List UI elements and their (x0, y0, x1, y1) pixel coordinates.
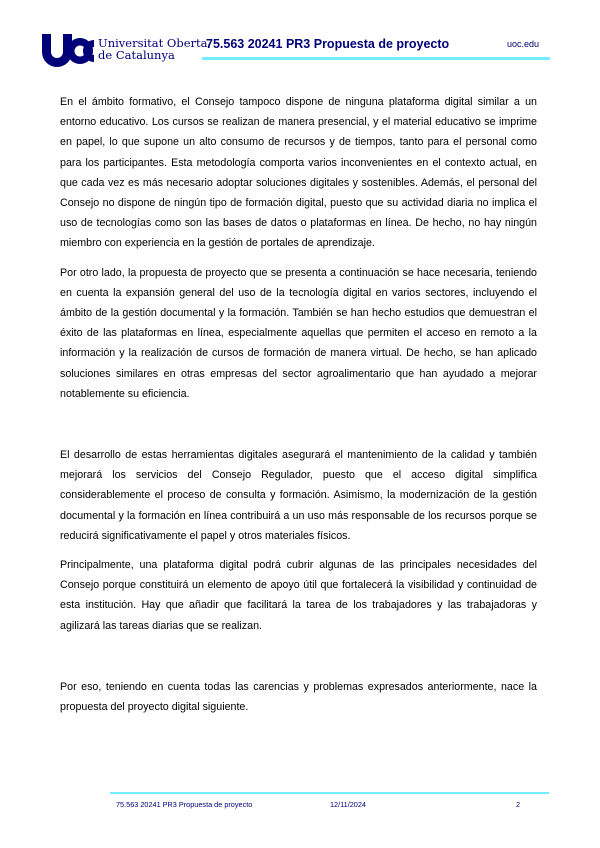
paragraph-platform-needs: Principalmente, una plataforma digital podrá cubrir algunas de las principales necesidades del Consejo porque constituirá un elemento de apoyo útil que fortalecerá la visibilidad y continuidad de esta institución. Hay que añadir que facilitará la tarea de los trabajadores y las trabajadoras y agilizará las tareas diarias que se realizan. (60, 559, 537, 632)
footer-title: 75.563 20241 PR3 Propuesta de proyecto (116, 800, 253, 809)
paragraph-digital-tools-benefits: El desarrollo de estas herramientas digitales asegurará el mantenimiento de la calidad y también mejorará los servicios del Consejo Regulador, puesto que el acceso digital simplifica considerablemente el proceso de consulta y formación. Asimismo, la modernización de la gestión documental y la formación en línea contribuirá a un uso más responsable de los recursos porque se reducirá significativamente el papel y otros materiales físicos. (60, 449, 537, 542)
paragraph-conclusion: Por eso, teniendo en cuenta todas las carencias y problemas expresados anteriormente, nace la propuesta del proyecto digital siguiente. (60, 680, 537, 714)
site-link[interactable]: uoc.edu (507, 39, 540, 49)
document-title: 75.563 20241 PR3 Propuesta de proyecto (206, 37, 450, 51)
university-name-line2: de Catalunya (98, 48, 175, 62)
university-name-line1: Universitat Oberta (98, 36, 208, 50)
page-header (0, 0, 600, 80)
paragraph-project-justification: Por otro lado, la propuesta de proyecto que se presenta a continuación se hace necesaria, teniendo en cuenta la expansión general del uso de la tecnología digital en varios sectores, incluyendo el ámbito de la gestión documental y la formación. También se han hecho estudios que demuestran el éxito de las plataformas en línea, especialmente aquellas que permiten el acceso en remoto a la información y la realización de cursos de formación de manera virtual. De hecho, se han aplicado soluciones similares en otras empresas del sector agroalimentario que han ayudado a mejorar notablemente su eficiencia. (60, 266, 537, 400)
paragraph-formative-scope: En el ámbito formativo, el Consejo tampoco dispone de ninguna plataforma digital similar a un entorno educativo. Los cursos se realizan de manera presencial, y el material educativo se imprime en papel, lo que supone un alto consumo de recursos y de tiempos, tanto para el personal como para los participantes. Esta metodología comporta varios inconvenientes en el contexto actual, en que cada vez es más necesario adoptar soluciones digitales y sostenibles. Además, el personal del Consejo no dispone de ningún tipo de formación digital, puesto que su actividad diaria no implica el uso de tecnologías como son las bases de datos o plataformas en línea. De hecho, no hay ningún miembro con experiencia en la gestión de portales de aprendizaje. (60, 96, 537, 250)
footer-divider (110, 792, 549, 794)
uoc-logo-icon (40, 32, 96, 70)
header-divider (202, 57, 550, 60)
page-number: 2 (516, 800, 521, 809)
document-body (60, 92, 537, 717)
footer-date: 12/11/2024 (330, 800, 366, 809)
university-name (98, 37, 207, 61)
